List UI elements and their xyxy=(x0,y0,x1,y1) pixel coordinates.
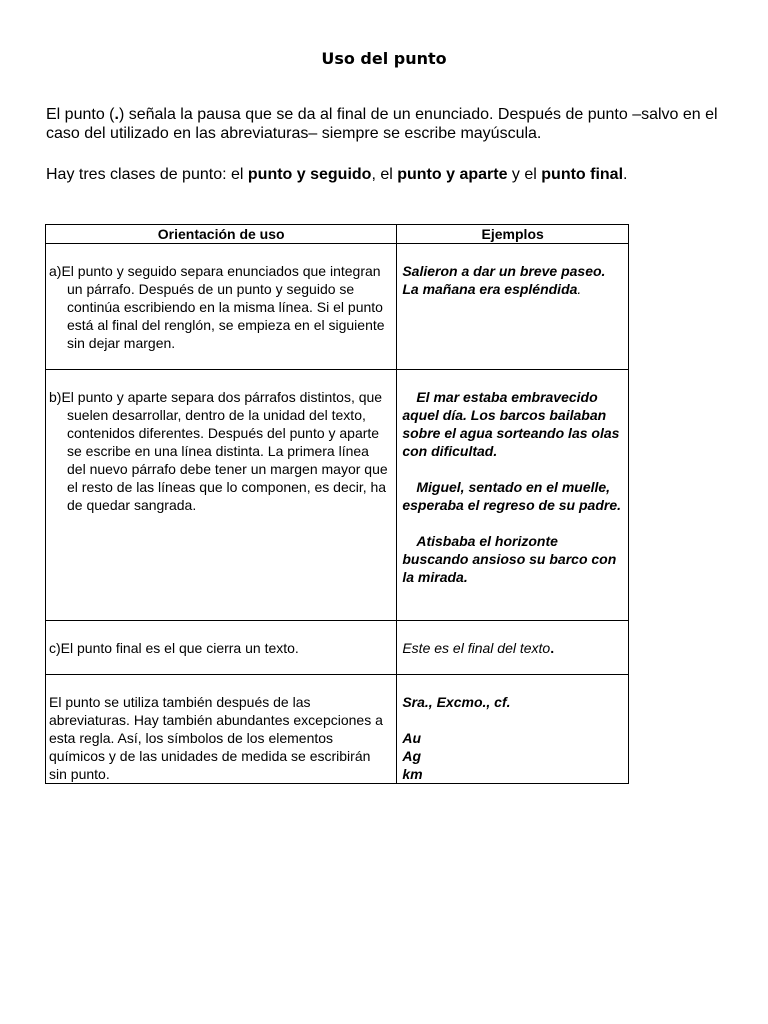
table-row xyxy=(46,621,629,675)
intro-text-start: El punto ( xyxy=(46,106,115,123)
usage-text: a)El punto y seguido separa enunciados que integran un párrafo. Después de un punto y seguido se continúa escribiendo en la misma línea. Si el punto está al final del renglón, se empieza en el siguiente sin dejar margen. xyxy=(49,263,385,351)
usage-cell xyxy=(46,675,397,784)
example-paragraph-1: El mar estaba embravecido aquel día. Los barcos bailaban sobre el agua sorteando las olas con dificultad. xyxy=(402,389,620,459)
symbol-au: Au xyxy=(402,730,422,746)
usage-cell xyxy=(46,370,397,621)
term-punto-y-seguido: punto y seguido xyxy=(247,166,372,183)
header-examples: Ejemplos xyxy=(397,225,629,244)
usage-text: El punto se utiliza también después de las abreviaturas. Hay también abundantes excepciones a esta regla. Así, los símbolos de los elementos químicos y de las unidades de medida se escribirán sin punto. xyxy=(49,694,383,782)
example-sentence: Salieron a dar un breve paseo. La mañana era espléndida xyxy=(402,263,606,297)
term-punto-y-aparte: punto y aparte xyxy=(397,166,508,183)
intro-text-end: ) señala la pausa que se da al final de un enunciado. Después de punto –salvo en el caso del utilizado en las abreviaturas– siempre se escribe mayúscula. xyxy=(46,106,718,142)
page-title: Uso del punto xyxy=(321,49,447,68)
example-period: . xyxy=(577,281,582,297)
example-text xyxy=(402,639,624,657)
spacer xyxy=(402,711,624,729)
table-row xyxy=(46,675,629,784)
abbreviation-examples: Sra., Excmo., cf. xyxy=(402,694,511,710)
usage-table xyxy=(45,224,629,784)
example-paragraph-2: Miguel, sentado en el muelle, esperaba el regreso de su padre. xyxy=(402,479,621,513)
period-symbol: . xyxy=(114,106,119,123)
symbol-ag: Ag xyxy=(402,748,422,764)
spacer xyxy=(402,460,624,478)
table-row xyxy=(46,370,629,621)
types-text-4: . xyxy=(623,166,628,183)
example-cell xyxy=(397,370,629,621)
usage-text: c)El punto final es el que cierra un texto. xyxy=(49,640,299,656)
types-text-2: , el xyxy=(371,166,398,183)
example-sentence: Este es el final del texto xyxy=(402,640,551,656)
symbol-km: km xyxy=(402,766,423,782)
usage-text: b)El punto y aparte separa dos párrafos distintos, que suelen desarrollar, dentro de la unidad del texto, contenidos diferentes. Después del punto y aparte se escribe en una línea distinta. La primera línea del nuevo párrafo debe tener un margen mayor que el resto de las líneas que lo componen, es decir, ha de quedar sangrada. xyxy=(49,389,388,513)
intro-paragraph xyxy=(46,105,736,143)
term-punto-final: punto final xyxy=(541,166,624,183)
example-cell xyxy=(397,621,629,675)
example-cell xyxy=(397,675,629,784)
table-row xyxy=(46,244,629,370)
types-text-1: Hay tres clases de punto: el xyxy=(46,166,248,183)
usage-cell xyxy=(46,244,397,370)
header-usage: Orientación de uso xyxy=(46,225,397,244)
spacer xyxy=(402,514,624,532)
example-text xyxy=(402,262,624,298)
table-header-row xyxy=(46,225,629,244)
example-paragraph-3: Atisbaba el horizonte buscando ansioso su barco con la mirada. xyxy=(402,533,617,585)
usage-cell xyxy=(46,621,397,675)
example-period: . xyxy=(550,640,555,656)
types-paragraph xyxy=(46,165,736,184)
types-text-3: y el xyxy=(507,166,542,183)
example-cell xyxy=(397,244,629,370)
